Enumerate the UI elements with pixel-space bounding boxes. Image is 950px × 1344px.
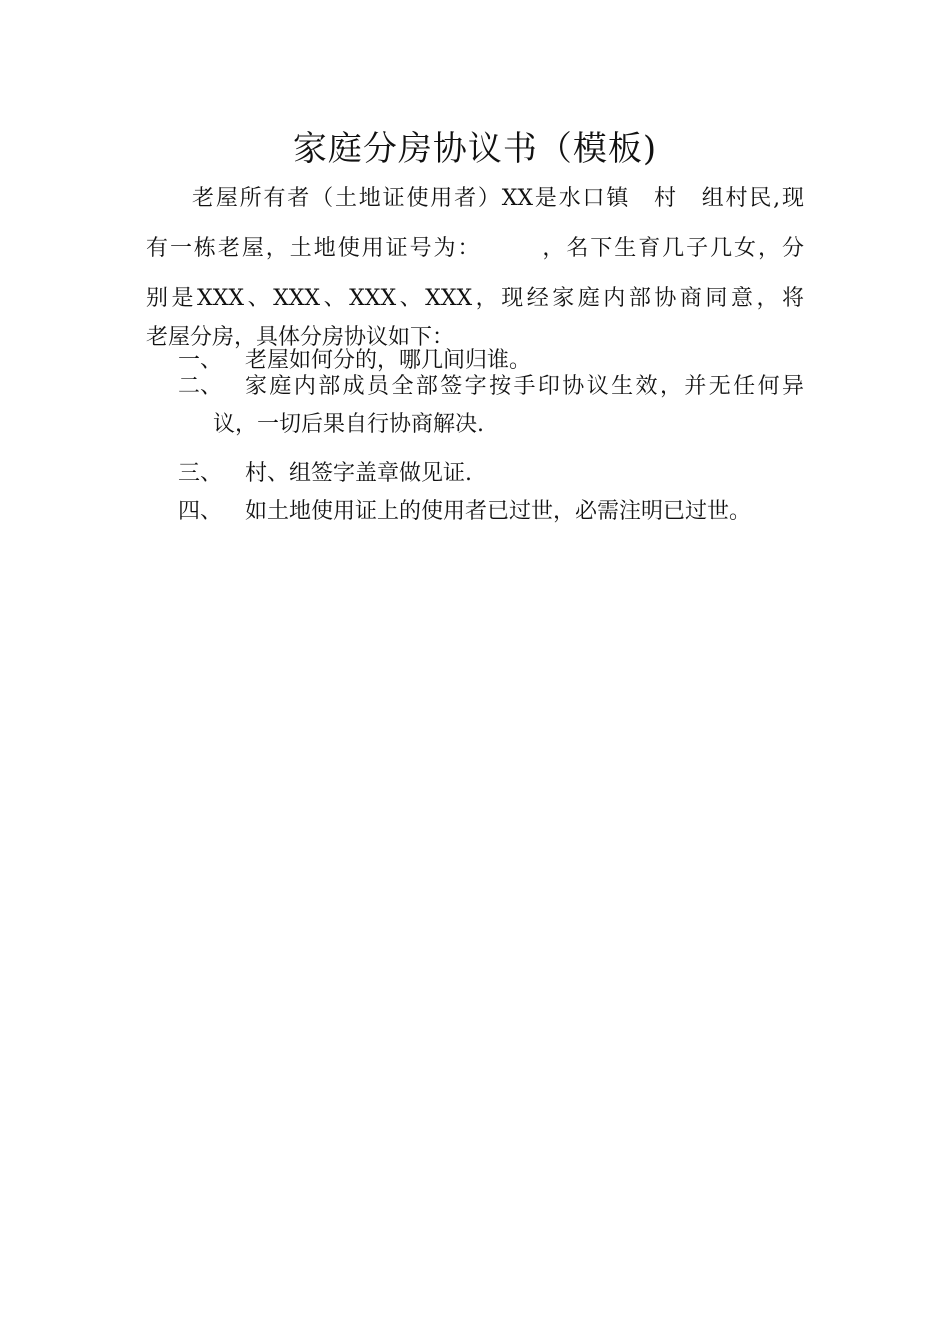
clause-text: 家庭内部成员全部签字按手印协议生效，并无任何异: [245, 374, 804, 399]
intro-line-2: 有一栋老屋，土地使用证号为： ，名下生育几子几女，分: [146, 236, 804, 261]
clause-number: 二、: [178, 374, 223, 399]
document-title: 家庭分房协议书（模板): [292, 129, 658, 169]
clause-text-continued: 议，一切后果自行协商解决.: [213, 412, 484, 437]
clause-number: 四、: [178, 499, 223, 524]
clause-text: 村、组签字盖章做见证.: [245, 461, 472, 486]
intro-line-3: 别是XXX、XXX、XXX、XXX，现经家庭内部协商同意，将: [146, 286, 804, 311]
clause-text: 老屋如何分的，哪几间归谁。: [245, 348, 532, 373]
intro-line-1: 老屋所有者（土地证使用者）XX是水口镇 村 组村民,现: [192, 186, 804, 211]
intro-line-4: 老屋分房，具体分房协议如下：: [146, 325, 455, 350]
clause-text: 如土地使用证上的使用者已过世，必需注明已过世。: [245, 499, 752, 524]
clause-number: 三、: [178, 461, 223, 486]
clause-number: 一、: [178, 348, 223, 373]
